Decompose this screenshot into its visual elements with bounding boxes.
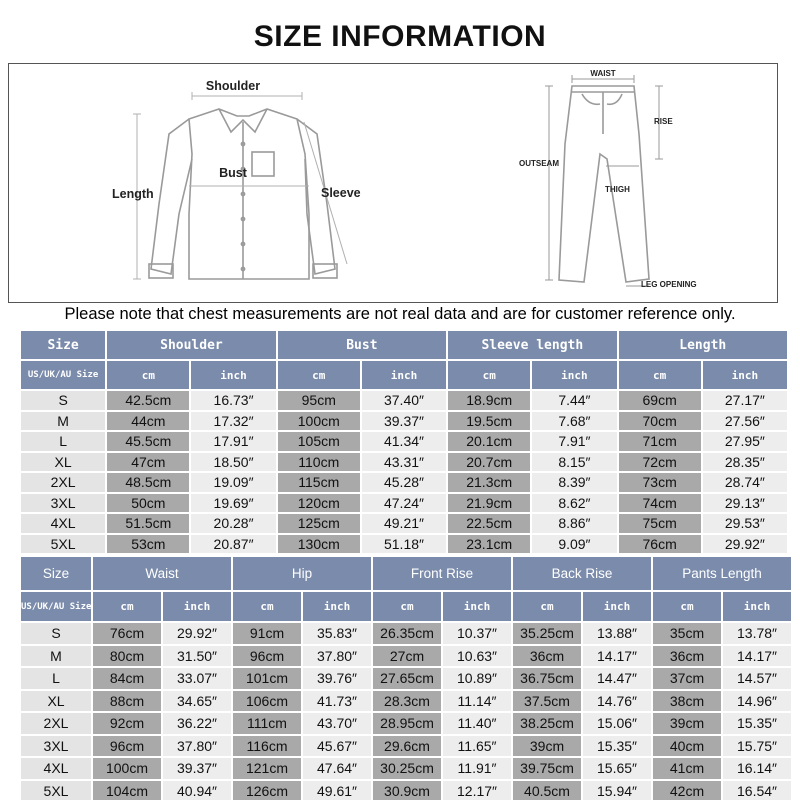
cm-value-cell: 74cm: [619, 494, 701, 513]
cm-value-cell: 37.5cm: [513, 691, 581, 712]
shoulder-header: Shoulder: [107, 331, 275, 359]
cm-value-cell: 44cm: [107, 412, 189, 431]
cm-value-cell: 76cm: [619, 535, 701, 554]
size-cell: 4XL: [21, 514, 105, 533]
inch-value-cell: 43.70″: [303, 713, 371, 734]
inch-value-cell: 13.78″: [723, 623, 791, 644]
pants-illustration: [559, 86, 649, 282]
inch-value-cell: 14.17″: [583, 646, 651, 667]
unit-cm-header: cm: [513, 592, 581, 621]
inch-value-cell: 8.39″: [532, 473, 616, 492]
cm-value-cell: 37cm: [653, 668, 721, 689]
inch-value-cell: 40.94″: [163, 781, 231, 800]
cm-value-cell: 121cm: [233, 758, 301, 779]
size-cell: 5XL: [21, 781, 91, 800]
cm-value-cell: 96cm: [233, 646, 301, 667]
cm-value-cell: 27.65cm: [373, 668, 441, 689]
cm-value-cell: 69cm: [619, 391, 701, 410]
top-unit-header-row: [21, 361, 787, 389]
bust-label: Bust: [219, 166, 247, 180]
cm-value-cell: 18.9cm: [448, 391, 530, 410]
cm-value-cell: 111cm: [233, 713, 301, 734]
top-size-table: [19, 329, 789, 555]
inch-value-cell: 11.40″: [443, 713, 511, 734]
table-row: [21, 623, 791, 644]
inch-value-cell: 17.32″: [191, 412, 275, 431]
inch-value-cell: 8.15″: [532, 453, 616, 472]
cm-value-cell: 125cm: [278, 514, 360, 533]
inch-value-cell: 8.62″: [532, 494, 616, 513]
cm-value-cell: 47cm: [107, 453, 189, 472]
size-cell: S: [21, 391, 105, 410]
inch-value-cell: 45.28″: [362, 473, 446, 492]
cm-value-cell: 92cm: [93, 713, 161, 734]
inch-value-cell: 37.80″: [163, 736, 231, 757]
unit-cm-header: cm: [278, 361, 360, 389]
table-row: [21, 691, 791, 712]
inch-value-cell: 10.63″: [443, 646, 511, 667]
inch-value-cell: 37.80″: [303, 646, 371, 667]
cm-value-cell: 36cm: [653, 646, 721, 667]
inch-value-cell: 10.89″: [443, 668, 511, 689]
size-cell: L: [21, 432, 105, 451]
inch-value-cell: 15.06″: [583, 713, 651, 734]
unit-inch-header: inch: [443, 592, 511, 621]
size-cell: 2XL: [21, 713, 91, 734]
inch-value-cell: 15.35″: [723, 713, 791, 734]
size-cell: 3XL: [21, 736, 91, 757]
unit-cm-header: cm: [653, 592, 721, 621]
inch-value-cell: 29.53″: [703, 514, 787, 533]
cm-value-cell: 36cm: [513, 646, 581, 667]
shoulder-label: Shoulder: [205, 79, 261, 93]
inch-value-cell: 12.17″: [443, 781, 511, 800]
inch-value-cell: 16.54″: [723, 781, 791, 800]
cm-value-cell: 26.35cm: [373, 623, 441, 644]
inch-value-cell: 7.44″: [532, 391, 616, 410]
table-row: [21, 412, 787, 431]
length-label: Length: [112, 187, 154, 201]
cm-value-cell: 101cm: [233, 668, 301, 689]
table-row: [21, 514, 787, 533]
table-row: [21, 758, 791, 779]
cm-value-cell: 28.3cm: [373, 691, 441, 712]
unit-cm-header: cm: [93, 592, 161, 621]
cm-value-cell: 84cm: [93, 668, 161, 689]
top-group-header-row: [21, 331, 787, 359]
hip-header: Hip: [233, 557, 371, 590]
table-row: [21, 668, 791, 689]
waist-header: Waist: [93, 557, 231, 590]
cm-value-cell: 21.3cm: [448, 473, 530, 492]
table-row: [21, 391, 787, 410]
table-row: [21, 736, 791, 757]
cm-value-cell: 76cm: [93, 623, 161, 644]
inch-value-cell: 16.14″: [723, 758, 791, 779]
inch-value-cell: 14.57″: [723, 668, 791, 689]
unit-cm-header: cm: [107, 361, 189, 389]
inch-value-cell: 27.95″: [703, 432, 787, 451]
inch-value-cell: 29.92″: [163, 623, 231, 644]
unit-inch-header: inch: [723, 592, 791, 621]
cm-value-cell: 40cm: [653, 736, 721, 757]
unit-inch-header: inch: [303, 592, 371, 621]
shirt-illustration: [149, 109, 337, 279]
size-cell: 4XL: [21, 758, 91, 779]
cm-value-cell: 39cm: [513, 736, 581, 757]
cm-value-cell: 88cm: [93, 691, 161, 712]
table-row: [21, 453, 787, 472]
cm-value-cell: 35.25cm: [513, 623, 581, 644]
cm-value-cell: 104cm: [93, 781, 161, 800]
size-cell: 5XL: [21, 535, 105, 554]
size-cell: M: [21, 412, 105, 431]
bottom-group-header-row: [21, 557, 791, 590]
bottom-size-table: [19, 555, 793, 800]
bust-header: Bust: [278, 331, 446, 359]
unit-cm-header: cm: [233, 592, 301, 621]
inch-value-cell: 19.69″: [191, 494, 275, 513]
inch-value-cell: 14.17″: [723, 646, 791, 667]
cm-value-cell: 20.1cm: [448, 432, 530, 451]
inch-value-cell: 15.65″: [583, 758, 651, 779]
cm-value-cell: 23.1cm: [448, 535, 530, 554]
unit-cm-header: cm: [619, 361, 701, 389]
sleeve-label: Sleeve: [321, 186, 361, 200]
inch-value-cell: 15.35″: [583, 736, 651, 757]
cm-value-cell: 42.5cm: [107, 391, 189, 410]
cm-value-cell: 51.5cm: [107, 514, 189, 533]
inch-value-cell: 47.24″: [362, 494, 446, 513]
cm-value-cell: 100cm: [278, 412, 360, 431]
cm-value-cell: 80cm: [93, 646, 161, 667]
thigh-label: THIGH: [605, 185, 630, 194]
inch-value-cell: 7.91″: [532, 432, 616, 451]
cm-value-cell: 30.9cm: [373, 781, 441, 800]
cm-value-cell: 53cm: [107, 535, 189, 554]
unit-inch-header: inch: [583, 592, 651, 621]
inch-value-cell: 34.65″: [163, 691, 231, 712]
inch-value-cell: 14.76″: [583, 691, 651, 712]
unit-inch-header: inch: [163, 592, 231, 621]
cm-value-cell: 45.5cm: [107, 432, 189, 451]
inch-value-cell: 11.14″: [443, 691, 511, 712]
cm-value-cell: 71cm: [619, 432, 701, 451]
cm-value-cell: 72cm: [619, 453, 701, 472]
inch-value-cell: 14.47″: [583, 668, 651, 689]
rise-label: RISE: [654, 117, 673, 126]
inch-value-cell: 15.94″: [583, 781, 651, 800]
inch-value-cell: 39.76″: [303, 668, 371, 689]
cm-value-cell: 100cm: [93, 758, 161, 779]
cm-value-cell: 41cm: [653, 758, 721, 779]
size-cell: 3XL: [21, 494, 105, 513]
cm-value-cell: 40.5cm: [513, 781, 581, 800]
cm-value-cell: 29.6cm: [373, 736, 441, 757]
table-row: [21, 473, 787, 492]
cm-value-cell: 110cm: [278, 453, 360, 472]
inch-value-cell: 37.40″: [362, 391, 446, 410]
inch-value-cell: 14.96″: [723, 691, 791, 712]
inch-value-cell: 36.22″: [163, 713, 231, 734]
size-header: Size: [21, 331, 105, 359]
inch-value-cell: 29.13″: [703, 494, 787, 513]
cm-value-cell: 27cm: [373, 646, 441, 667]
outseam-label: OUTSEAM: [519, 159, 559, 168]
cm-value-cell: 130cm: [278, 535, 360, 554]
inch-value-cell: 35.83″: [303, 623, 371, 644]
inch-value-cell: 20.87″: [191, 535, 275, 554]
cm-value-cell: 48.5cm: [107, 473, 189, 492]
size-header: Size: [21, 557, 91, 590]
inch-value-cell: 11.91″: [443, 758, 511, 779]
cm-value-cell: 96cm: [93, 736, 161, 757]
unit-cm-header: cm: [373, 592, 441, 621]
unit-inch-header: inch: [362, 361, 446, 389]
measurement-diagram: [8, 63, 778, 303]
cm-value-cell: 120cm: [278, 494, 360, 513]
cm-value-cell: 36.75cm: [513, 668, 581, 689]
front-rise-header: Front Rise: [373, 557, 511, 590]
inch-value-cell: 27.17″: [703, 391, 787, 410]
inch-value-cell: 47.64″: [303, 758, 371, 779]
leg-opening-label: LEG OPENING: [641, 280, 697, 289]
cm-value-cell: 42cm: [653, 781, 721, 800]
cm-value-cell: 115cm: [278, 473, 360, 492]
waist-label: WAIST: [590, 69, 616, 78]
inch-value-cell: 28.74″: [703, 473, 787, 492]
unit-inch-header: inch: [191, 361, 275, 389]
inch-value-cell: 15.75″: [723, 736, 791, 757]
inch-value-cell: 18.50″: [191, 453, 275, 472]
inch-value-cell: 29.92″: [703, 535, 787, 554]
inch-value-cell: 31.50″: [163, 646, 231, 667]
inch-value-cell: 43.31″: [362, 453, 446, 472]
size-cell: 2XL: [21, 473, 105, 492]
inch-value-cell: 49.61″: [303, 781, 371, 800]
inch-value-cell: 45.67″: [303, 736, 371, 757]
cm-value-cell: 105cm: [278, 432, 360, 451]
bottom-unit-header-row: [21, 592, 791, 621]
inch-value-cell: 9.09″: [532, 535, 616, 554]
cm-value-cell: 75cm: [619, 514, 701, 533]
back-rise-header: Back Rise: [513, 557, 651, 590]
top-table-body: [21, 391, 787, 553]
shirt-measure-lines: [133, 92, 347, 279]
inch-value-cell: 41.34″: [362, 432, 446, 451]
cm-value-cell: 21.9cm: [448, 494, 530, 513]
table-row: [21, 713, 791, 734]
unit-inch-header: inch: [703, 361, 787, 389]
size-cell: M: [21, 646, 91, 667]
pants-length-header: Pants Length: [653, 557, 791, 590]
cm-value-cell: 91cm: [233, 623, 301, 644]
inch-value-cell: 20.28″: [191, 514, 275, 533]
inch-value-cell: 7.68″: [532, 412, 616, 431]
cm-value-cell: 126cm: [233, 781, 301, 800]
inch-value-cell: 51.18″: [362, 535, 446, 554]
inch-value-cell: 8.86″: [532, 514, 616, 533]
cm-value-cell: 19.5cm: [448, 412, 530, 431]
size-cell: XL: [21, 453, 105, 472]
cm-value-cell: 50cm: [107, 494, 189, 513]
cm-value-cell: 38.25cm: [513, 713, 581, 734]
inch-value-cell: 39.37″: [163, 758, 231, 779]
inch-value-cell: 19.09″: [191, 473, 275, 492]
table-row: [21, 432, 787, 451]
inch-value-cell: 16.73″: [191, 391, 275, 410]
unit-cm-header: cm: [448, 361, 530, 389]
cm-value-cell: 22.5cm: [448, 514, 530, 533]
size-region-header: US/UK/AU Size: [21, 361, 105, 389]
inch-value-cell: 17.91″: [191, 432, 275, 451]
cm-value-cell: 30.25cm: [373, 758, 441, 779]
cm-value-cell: 70cm: [619, 412, 701, 431]
size-cell: S: [21, 623, 91, 644]
inch-value-cell: 39.37″: [362, 412, 446, 431]
inch-value-cell: 11.65″: [443, 736, 511, 757]
cm-value-cell: 73cm: [619, 473, 701, 492]
cm-value-cell: 20.7cm: [448, 453, 530, 472]
size-cell: XL: [21, 691, 91, 712]
inch-value-cell: 33.07″: [163, 668, 231, 689]
cm-value-cell: 116cm: [233, 736, 301, 757]
cm-value-cell: 95cm: [278, 391, 360, 410]
inch-value-cell: 13.88″: [583, 623, 651, 644]
size-region-header: US/UK/AU Size: [21, 592, 91, 621]
length-header: Length: [619, 331, 787, 359]
cm-value-cell: 39cm: [653, 713, 721, 734]
table-row: [21, 781, 791, 800]
inch-value-cell: 28.35″: [703, 453, 787, 472]
reference-note: Please note that chest measurements are not real data and are for customer reference only.: [64, 305, 736, 323]
table-row: [21, 535, 787, 554]
sleeve-length-header: Sleeve length: [448, 331, 616, 359]
size-cell: L: [21, 668, 91, 689]
cm-value-cell: 106cm: [233, 691, 301, 712]
cm-value-cell: 39.75cm: [513, 758, 581, 779]
inch-value-cell: 41.73″: [303, 691, 371, 712]
inch-value-cell: 10.37″: [443, 623, 511, 644]
table-row: [21, 494, 787, 513]
cm-value-cell: 38cm: [653, 691, 721, 712]
unit-inch-header: inch: [532, 361, 616, 389]
cm-value-cell: 35cm: [653, 623, 721, 644]
inch-value-cell: 49.21″: [362, 514, 446, 533]
page-title: SIZE INFORMATION: [253, 20, 547, 53]
inch-value-cell: 27.56″: [703, 412, 787, 431]
bottom-table-body: [21, 623, 791, 800]
cm-value-cell: 28.95cm: [373, 713, 441, 734]
table-row: [21, 646, 791, 667]
measurement-illustration: [9, 64, 779, 304]
